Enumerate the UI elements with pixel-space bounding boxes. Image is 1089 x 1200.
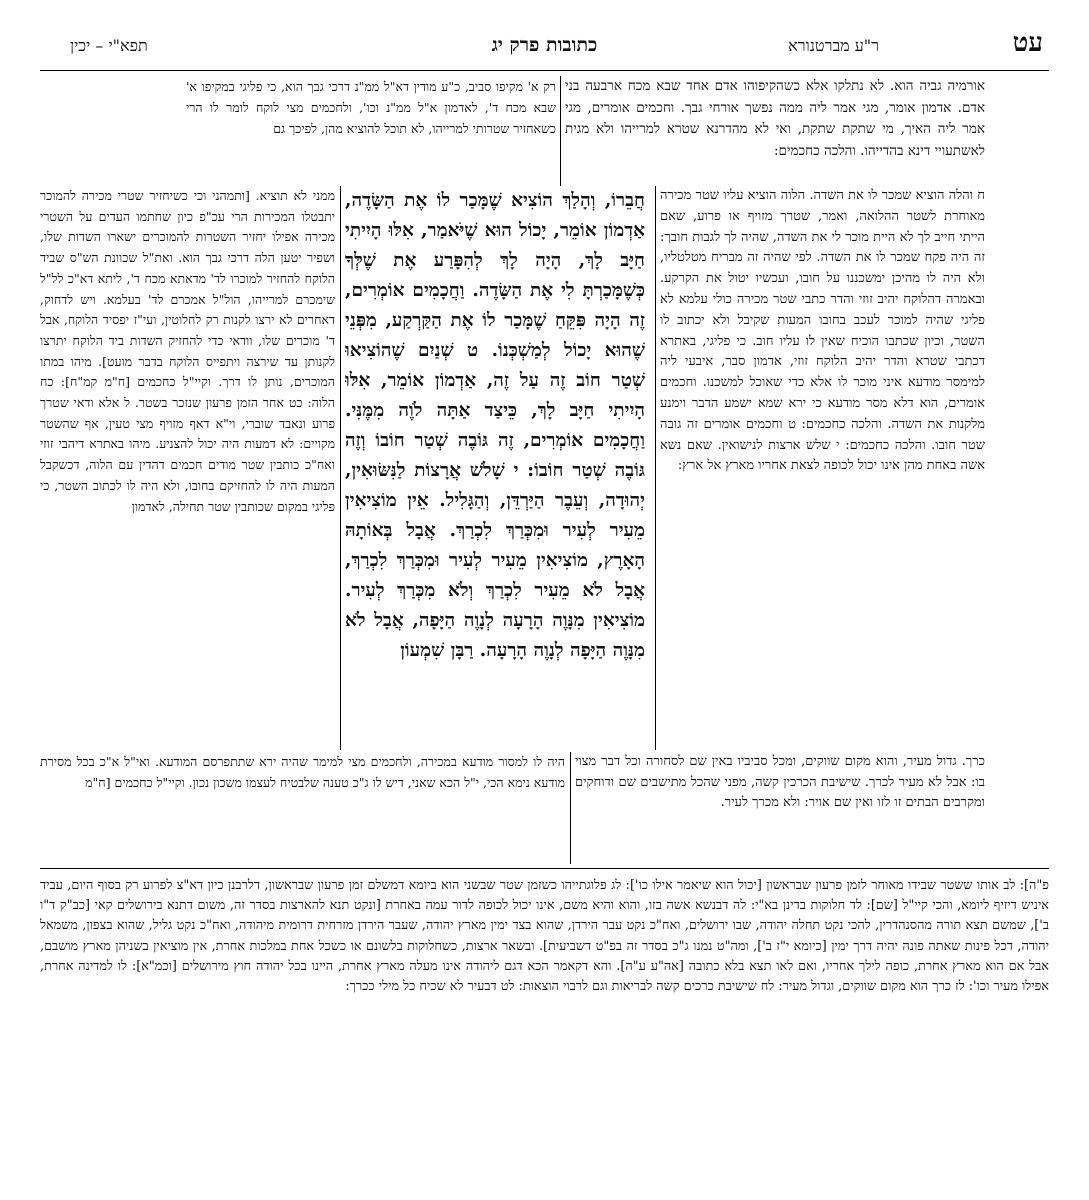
column-divider (655, 186, 656, 750)
page-number: עט (1012, 28, 1043, 58)
bartenura-side-column: ח והלה הוציא שמכר לו את השדה. הלוה הוציא עליו שטר מכירה מאוחרת לשטר ההלואה, ואמר, שטרך מזויף או פרוע, שאם הייתי חייב לך לא היית מוכר לי את השדה, שהיה לך לגבות חובך: זה היה פקח שמכר לו את השדה. לפי שהיה זה מבריח מטלטליו, ולא היה לו מהיכן ימשכננו על חובו, ועכשיו יטול את הקרקע. ובאמרה דהלוקח יהיב זוזי והדר כתבי שטר מכירה כולי עלמא לא פליגי שהיה למוכר לעכב בחובו המעות שקיבל ולא יכתוב לו השטר, וכיון שכתבו הוכיח שאין לו עליו חוב. כי פליגי, באתרא דכתבי שטרא והדר יהיב הלוקח זוזי, אדמון סבר, איבעי ליה למימסר מודעא איני מוכר לו אלא כדי שאוכל למשכנו. וחכמים אומרים, הוא דלא מסר מודעא כי ירא שמא ישמע הדבר וימנע מלקנות את השדה. והלכה כחכמים: ט וחכמים אומרים זה גובה שטר חובו. והלכה כחכמים: י שלש ארצות לנישואין. שאם נשא אשה באחת מהן אינו יכול לכופה לצאת אחריו מארץ אל ארץ: (660, 188, 985, 474)
column-divider (560, 76, 561, 186)
footer-rule (40, 868, 1049, 869)
header-commentary-left: תפא"י – יכין (70, 36, 148, 55)
tifferet-bottom-block: היה לו למסור מודעא במכירה, ולחכמים מצי למימר שהיה ירא שתתפרסם המודעא. ואי"ל א"כ בכל מסירת מודעא נימא הכי, י"ל הכא שאני, דיש לו ג"כ טענה שלבטיח לעצמו משכון נכון. וקיי"ל כחכמים [ח"מ (40, 754, 565, 790)
column-divider (340, 186, 341, 750)
column-divider (570, 752, 571, 864)
running-header (40, 28, 1049, 74)
bartenura-bottom-block: כרך. גדול מעיר, והוא מקום שווקים, ומכל סביביו באין שם לסחורה וכל דבר מצוי בו: אבל לא מעיר לכרך. שישיבת הכרכין קשה, מפני שהכל מתישבים שם ודוחקים ומקרבים הבתים זו לזו ואין שם אויר: ולא מכרך לעיר. (575, 754, 985, 810)
tifferet-side-column: ממני לא תוציא. [ותמהני וכי כשיחזיר שטרי מכירה להמוכר יתבטלו המכירות הרי עכ"פ כיון שחתמו העדים על השטרי מכירה אפילו יחזיר השטרות להמוכרים ישארו השדות שלו, ושפיר יטען הלה דרכי גבך הוא. ואת"ל שכוונת הש"ס שביד הלוקח להחזיר למוכרו לד' מדאתא מכח ד', ליתא דא"כ לל"ל שימכרם למרייהו, הול"ל אמכרם לד' בעלמא. ויש לדחוק, דאחרים לא ירצו לקנות רק לחלוטין, ועי"ז יפסיד הלוקח, אבל ד' מוכרים שלו, וודאי כדי להחזיק השדות ביד הלוקח יתרצו לקנותן עד שירצה ויתפייס הלוקח בדבר מועט]. מיהו במתו המוכרים, נותן לו דרך. וקיי"ל כחכמים [ח"מ קמ"ח]: כח הלוה: כט אחר הזמן פרעון שנזכר בשטר. ל אלא ודאי שטרך פרוע ונאבד שוברי, וי"א דאף מזויף מצי טעין, אף שהשטר מקויים: לא דמעות היה יכול להצניע. מיהו באתרא דיהבי זוזי ואח"כ כותבין שטר מודים חכמים דהדין עם הלוה, דכשקבל המעות היה לו להחזיקם בחובו, ולא היה לו לכתוב השטר, כי פליגי במקום שכותבין שטר תחילה, לאדמון (40, 188, 335, 514)
header-commentary-name: ר"ע מברטנורא (788, 36, 879, 55)
bartenura-top-block: אורמיה גביה הוא. לא נתלקו אלא כשהקיפוהו אדם אחד שבא מכח ארבעה בני אדם. אדמון אומר, מגי אמר ליה ממה נפשך אורחי גבך. וחכמים אומרים, מגי אמר ליה האיך, מי שתקת שתקת, ואי לא מהדרנא שטרא למרייהו ולא מגית לאשתעויי דינא בהדייהו. והלכה כחכמים: (565, 78, 985, 159)
header-tractate-title: כתובות פרק יג (491, 34, 598, 56)
header-rule (40, 70, 1049, 71)
tifferet-top-block: רק א' מקיפו סביב, כ"ע מודין דא"ל ממ"נ דרכי גבך הוא, כי פליגי במקיפו א' שבא מכח ד', לאדמון א"ל ממ"נ וכו', ולחכמים מצי לוקח לומר לו הרי כשאחזיר שטרותי למרייהו, לא תוכל להוציא מהן, לפיכך גם (186, 79, 556, 136)
bottom-commentary: פ"ה]: לב אותו ששטר שבידו מאוחר לזמן פרעון שבראשון [יכול הוא שיאמר אילו כו']: לג פלוגתייהו כשזמן שטר שבשני הוא ביומא דמשלם זמן פרעון שבראשון, דלרבנן כיון דא"צ לפרוע רק בסוף היום, עביד איניש דיזיף ליומא, והכי קיי"ל [שם]: לד חלוקות בדינן בא"י: לה דבנשא אשה בזו, והוא והיא משם, אינו יכול לכופה לדור עמה באחרת [ונקט תנא להארצות בסדר זה, משום דתנא בירושלים קאי [כב"ק ד"ו ב'], שמשם תצא תורה מהסנהדרין, להכי נקט תחלה יהודה, שבו ירושלים, ואח"כ נקט עבר הירדן, שהוא בצד ימין מארץ יהודה, שעבר הירדן מזרחית דרומית מיהודה, ואח"כ נקט גליל, שהוא בצפון, משמאל יהודה, דכל פינות שאתה פונה יהיה דרך ימין [כיומא י"ז ב'], ומה"ט נמנו ג"כ בסדר זה בפ"ט דשביעית]. ובשאר ארצות, כשחלוקות בלשונם או כשכל אחת במלכות אחרת, אין מוציאין בשניהן מארץ מושבם, אבל אם הוא מארץ אחרת, כופה לילך אחריו, ואם לאו תצא בלא כתובה [אה"ע ע"ה]. והא דקאמר הכא דגם ליהודה אינו מעלה מארץ אחרת, היינו בכל יהודה חוץ מירושלים [וכמ"א]: לו למדינה אחרת, אפילו מעיר וכו': לז כרך הוא מקום שווקים, וגדול מעיר: לח שישיבת כרכים קשה לבריאות וגם לרבוי הוצאות: לט דבעיר לא שכיח כל מילי ככרך: (40, 878, 1049, 995)
mishna-text: חֲבֵרוֹ, וְהָלַךְ הוֹצִיא שֶׁמָּכַר לוֹ אֶת הַשָּׂדֶה, אַדְמוֹן אוֹמֵר, יָכוֹל הוּא שֶׁיֹּאמַר, אִלּוּ הָיִיתִי חַיָּב לָךְ, הָיָה לָךְ לְהִפָּרַע אֶת שֶׁלְּךָ כְּשֶׁמָּכַרְתָּ לִי אֶת הַשָּׂדֶה. וַחֲכָמִים אוֹמְרִים, זֶה הָיָה פִּקֵּחַ שֶׁמָּכַר לוֹ אֶת הַקַּרְקַע, מִפְּנֵי שֶׁהוּא יָכוֹל לְמַשְׁכְּנוֹ. ט שְׁנַיִם שֶׁהוֹצִיאוּ שְׁטַר חוֹב זֶה עַל זֶה, אַדְמוֹן אוֹמֵר, אִלּוּ הָיִיתִי חַיָּב לָךְ, כֵּיצַד אַתָּה לֹוֶה מִמֶּנִּי. וַחֲכָמִים אוֹמְרִים, זֶה גּוֹבֶה שְׁטַר חוֹבוֹ וְזֶה גּוֹבֶה שְׁטַר חוֹבוֹ: י שָׁלֹשׁ אֲרָצוֹת לַנִּשּׂוּאִין, יְהוּדָה, וְעֵבֶר הַיַּרְדֵּן, וְהַגָּלִיל. אֵין מוֹצִיאִין מֵעִיר לְעִיר וּמִכְּרַךְ לִכְרַךְ. אֲבָל בְּאוֹתָהּ הָאָרֶץ, מוֹצִיאִין מֵעִיר לְעִיר וּמִכְּרַךְ לִכְרַךְ, אֲבָל לֹא מֵעִיר לִכְרַךְ וְלֹא מִכְּרַךְ לְעִיר. מוֹצִיאִין מִנָּוֶה הָרָעָה לְנָוֶה הַיָּפָה, אֲבָל לֹא מִנָּוֶה הַיָּפָה לְנָוֶה הָרָעָה. רַבָּן שִׁמְעוֹן (345, 190, 645, 661)
